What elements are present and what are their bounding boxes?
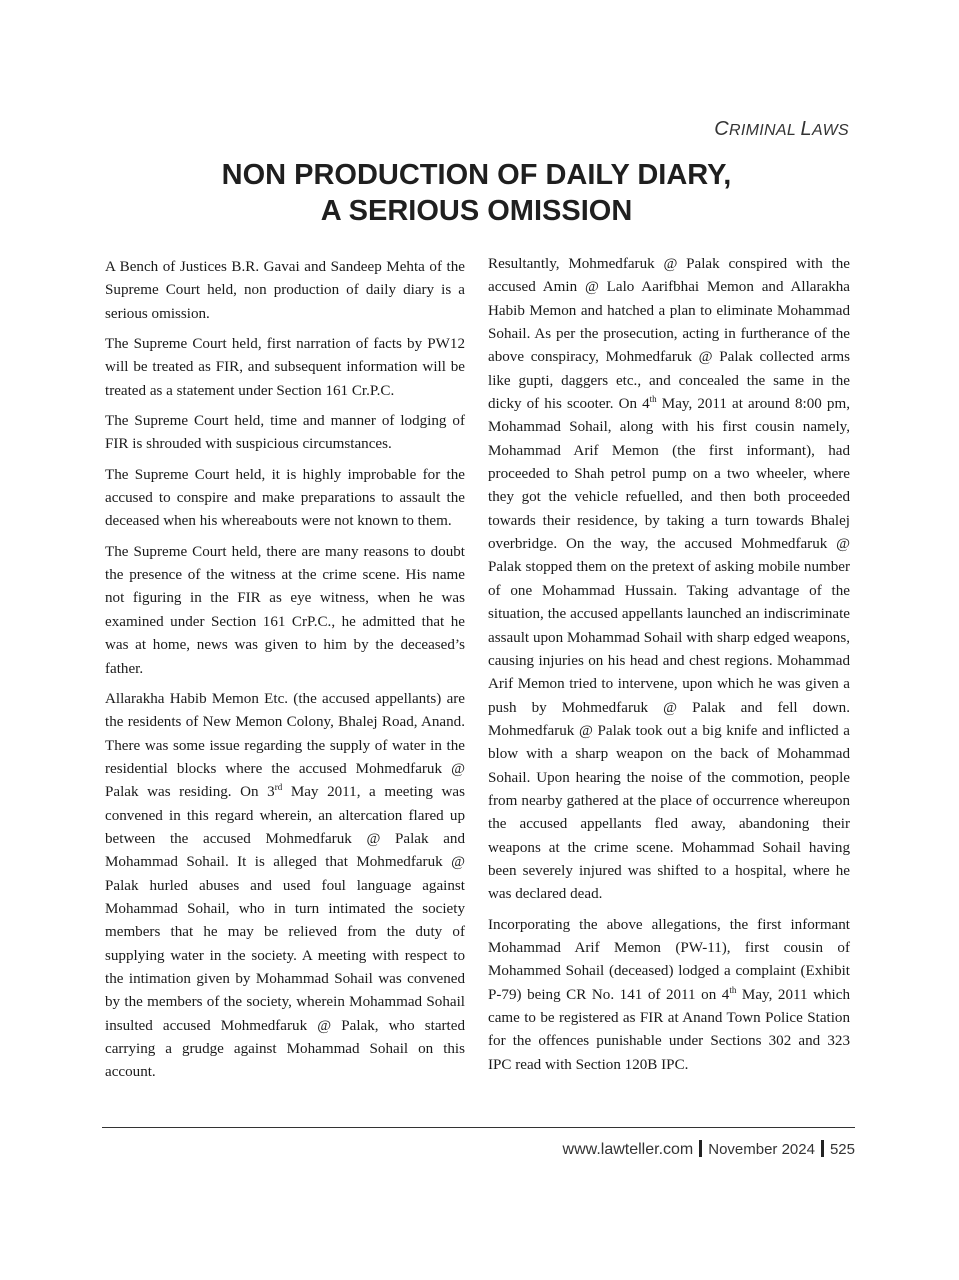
paragraph: Allarakha Habib Memon Etc. (the accused appellants) are the residents of New Memon Colony, Bhalej Road, Anand. There was some issue regarding the supply of water in the residential blocks where the accused Mohmedfaruk @ Palak was residing. On 3rd May 2011, a meeting was convened in this regard wherein, an altercation flared up between the accused Mohmedfaruk @ Palak and Mohammad Sohail. It is alleged that Mohmedfaruk @ Palak hurled abuses and used foul language against Mohammad Sohail, who in turn intimated the society members that he may be relieved from the duty of supplying water in the society. A meeting with respect to the intimation given by Mohammad Sohail was convened by the members of the society, wherein Mohammad Sohail insulted accused Mohmedfaruk @ Palak, who started carrying a grudge against Mohammad Sohail on this account. <box>105 690 465 1081</box>
footer-separator <box>699 1140 702 1157</box>
title-line: A SERIOUS OMISSION <box>320 195 633 227</box>
paragraph: Resultantly, Mohmedfaruk @ Palak conspired with the accused Amin @ Lalo Aarifbhai Memon and Allarakha Habib Memon and hatched a plan to eliminate Mohammad Sohail. As per the prosecution, acting in furtherance of the above conspiracy, Mohmedfaruk @ Palak collected arms like gupti, daggers etc., and concealed the same in the dicky of his scooter. On 4th May, 2011 at around 8:00 pm, Mohammad Sohail, along with his first cousin namely, Mohammad Arif Memon (the first informant), had proceeded to Shah petrol pump on a two wheeler, where they got the vehicle refuelled, and then both proceeded towards their residence, by taking a turn towards Bhalej overbridge. On the way, the accused Mohmedfaruk @ Palak stopped them on the pretext of asking mobile number of one Mohammad Hussain. Taking advantage of the situation, the accused appellants launched an indiscriminate assault upon Mohammad Sohail with sharp edged weapons, causing injuries on his head and chest regions. Mohammad Arif Memon tried to intervene, upon which he was given a push by Mohmedfaruk @ Palak and fell down. Mohmedfaruk @ Palak took out a big knife and inflicted a blow with a sharp weapon on the back of Mohammad Sohail. Upon hearing the noise of the commotion, people from nearby gathered at the place of occurrence whereupon the accused appellants fled away, abandoning their weapons at the crime scene. Mohammad Sohail having been severely injured was shifted to a hospital, where he was declared dead. <box>488 256 850 903</box>
paragraph: The Supreme Court held, time and manner of lodging of FIR is shrouded with suspicious circumstances. <box>105 413 465 453</box>
paragraph: The Supreme Court held, there are many reasons to doubt the presence of the witness at the crime scene. His name not figuring in the FIR as eye witness, when he was examined under Section 161 CrP.C., he admitted that he was at home, news was given to him by the deceased’s father. <box>105 543 465 677</box>
right-column <box>488 253 850 1084</box>
paragraph: The Supreme Court held, it is highly improbable for the accused to conspire and make preparations to assault the deceased when his whereabouts were not known to them. <box>105 466 465 530</box>
footer-divider <box>102 1127 855 1128</box>
footer-issue: November 2024 <box>708 1141 815 1158</box>
paragraph: The Supreme Court held, first narration of facts by PW12 will be treated as FIR, and subsequent information will be treated as a statement under Section 161 Cr.P.C. <box>105 336 465 399</box>
footer-separator <box>821 1140 824 1157</box>
article-title <box>104 157 849 229</box>
left-column <box>105 256 465 1092</box>
title-line: NON PRODUCTION OF DAILY DIARY, <box>221 159 732 191</box>
page-footer <box>563 1140 855 1159</box>
footer-website: www.lawteller.com <box>562 1141 694 1158</box>
page-number: 525 <box>829 1141 855 1158</box>
paragraph: Incorporating the above allegations, the first informant Mohammad Arif Memon (PW-11), first cousin of Mohammed Sohail (deceased) lodged a complaint (Exhibit P-79) being CR No. 141 of 2011 on 4th May, 2011 which came to be registered as FIR at Anand Town Police Station for the offences punishable under Sections 302 and 323 IPC read with Section 120B IPC. <box>488 916 850 1073</box>
paragraph: A Bench of Justices B.R. Gavai and Sandeep Mehta of the Supreme Court held, non production of daily diary is a serious omission. <box>105 259 465 322</box>
section-label: CRIMINAL LAWS <box>714 118 849 140</box>
